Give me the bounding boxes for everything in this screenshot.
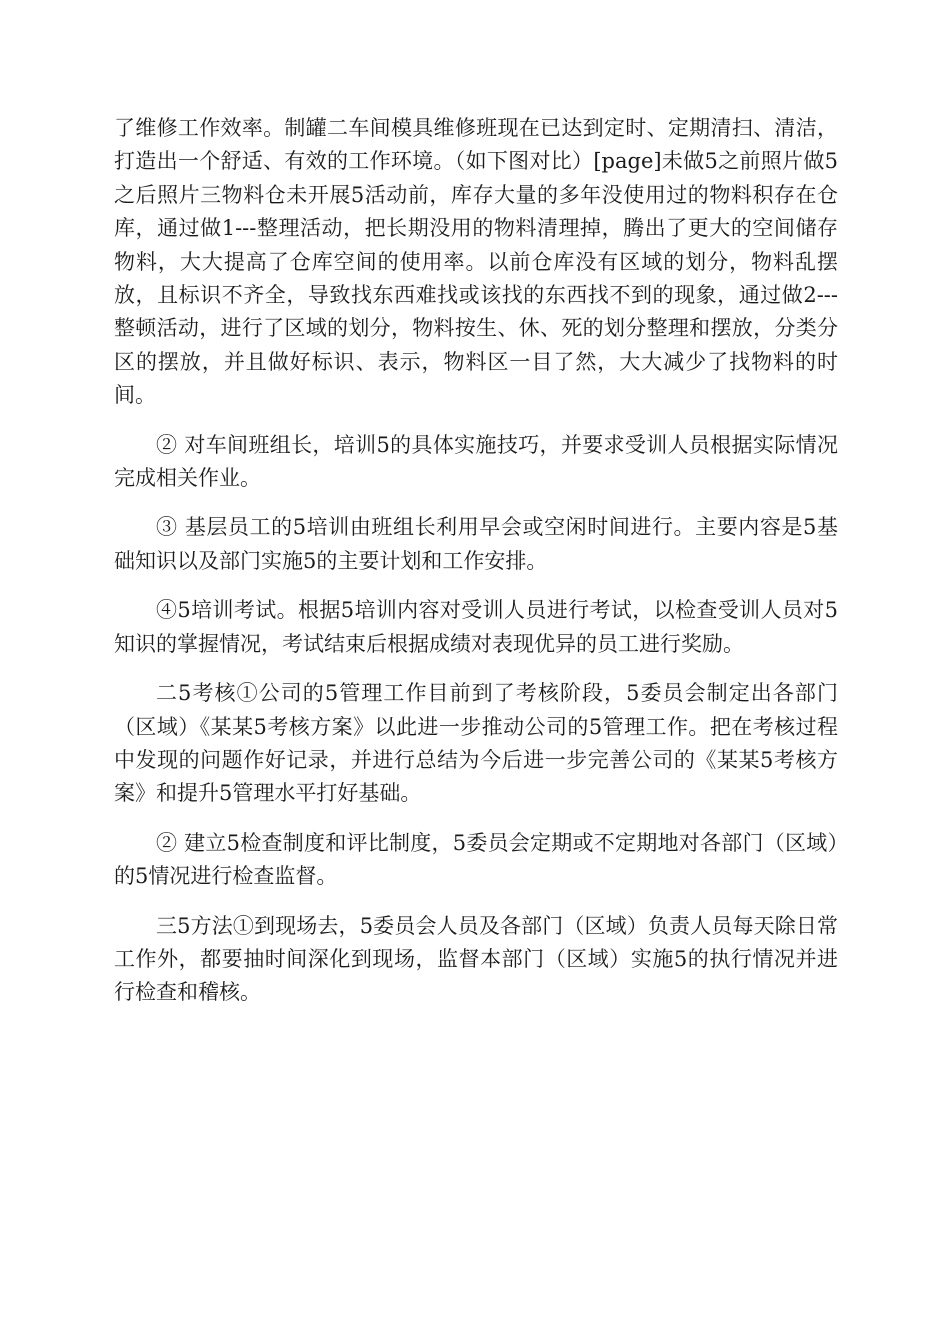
paragraph-continuation: 了维修工作效率。制罐二车间模具维修班现在已达到定时、定期清扫、清洁，打造出一个舒适、有效的工作环境。（如下图对比）[page]未做5之前照片做5之后照片三物料仓未开展5活动前，库存大量的多年没使用过的物料积存在仓库，通过做1---整理活动，把长期没用的物料清理掉，腾出了更大的空间储存物料，大大提高了仓库空间的使用率。以前仓库没有区域的划分，物料乱摆放，且标识不齐全，导致找东西难找或该找的东西找不到的现象，通过做2---整顿活动，进行了区域的划分，物料按生、休、死的划分整理和摆放，分类分区的摆放，并且做好标识、表示，物料区一目了然，大大减少了找物料的时间。 bbox=[114, 116, 838, 408]
paragraph-training-staff: ③ 基层员工的5培训由班组长利用早会或空闲时间进行。主要内容是5基础知识以及部门实施5的主要计划和工作安排。 bbox=[114, 515, 838, 573]
paragraph-training-exam: ④5培训考试。根据5培训内容对受训人员进行考试，以检查受训人员对5知识的掌握情况，考试结束后根据成绩对表现优异的员工进行奖励。 bbox=[114, 598, 838, 656]
document-body bbox=[114, 112, 838, 1026]
paragraph-inspection-system: ② 建立5检查制度和评比制度，5委员会定期或不定期地对各部门（区域）的5情况进行检查监督。 bbox=[114, 830, 838, 889]
paragraph-methods: 三5方法①到现场去，5委员会人员及各部门（区域）负责人员每天除日常工作外，都要抽时间深化到现场，监督本部门（区域）实施5的执行情况并进行检查和稽核。 bbox=[114, 913, 838, 1005]
paragraph-training-leaders: ② 对车间班组长，培训5的具体实施技巧，并要求受训人员根据实际情况完成相关作业。 bbox=[114, 432, 838, 491]
paragraph-assessment: 二5考核①公司的5管理工作目前到了考核阶段，5委员会制定出各部门（区域）《某某5考核方案》以此进一步推动公司的5管理工作。把在考核过程中发现的问题作好记录，并进行总结为今后进一步完善公司的《某某5考核方案》和提升5管理水平打好基础。 bbox=[114, 681, 838, 806]
